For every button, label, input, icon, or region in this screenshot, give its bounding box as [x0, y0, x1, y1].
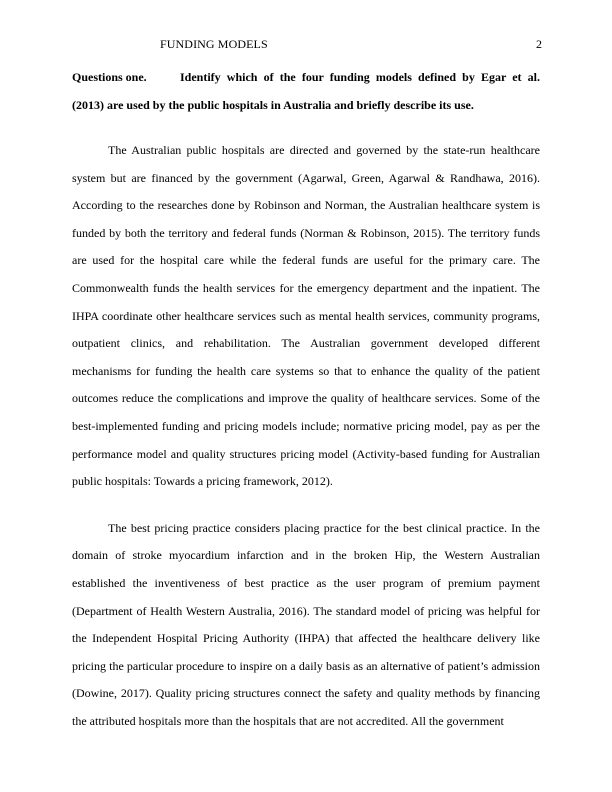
- question-text: Identify which of the four funding models defined by Egar et al. (2013) are used by the public hospitals in Australia and briefly describe its use.: [72, 70, 540, 112]
- body-paragraph-1: The Australian public hospitals are directed and governed by the state-run healthcare system but are financed by the government (Agarwal, Green, Agarwal & Randhawa, 2016). According to the researches done by Robinson and Norman, the Australian healthcare system is funded by both the territory and federal funds (Norman & Robinson, 2015). The territory funds are used for the hospital care while the federal funds are useful for the primary care. The Commonwealth funds the health services for the emergency department and the inpatient. The IHPA coordinate other healthcare services such as mental health services, community programs, outpatient clinics, and rehabilitation. The Australian government developed different mechanisms for funding the health care systems so that to enhance the quality of the patient outcomes reduce the complications and improve the quality of healthcare services. Some of the best-implemented funding and pricing models include; normative pricing model, pay as per the performance model and quality structures pricing model (Activity-based funding for Australian public hospitals: Towards a pricing framework, 2012).: [72, 143, 540, 489]
- question-heading: [72, 64, 540, 119]
- body-paragraph-2: The best pricing practice considers placing practice for the best clinical practice. In the domain of stroke myocardium infarction and in the broken Hip, the Western Australian established the inventiveness of best practice as the user program of premium payment (Department of Health Western Australia, 2016). The standard model of pricing was helpful for the Independent Hospital Pricing Authority (IHPA) that affected the healthcare delivery like pricing the particular procedure to inspire on a daily basis as an alternative of patient’s admission (Dowine, 2017). Quality pricing structures connect the safety and quality methods by financing the attributed hospitals more than the hospitals that are not accredited. All the government: [72, 520, 540, 728]
- question-label: Questions one.: [72, 70, 147, 84]
- document-body: [72, 64, 540, 735]
- running-header-title: FUNDING MODELS: [160, 37, 268, 51]
- page-number: 2: [536, 37, 542, 51]
